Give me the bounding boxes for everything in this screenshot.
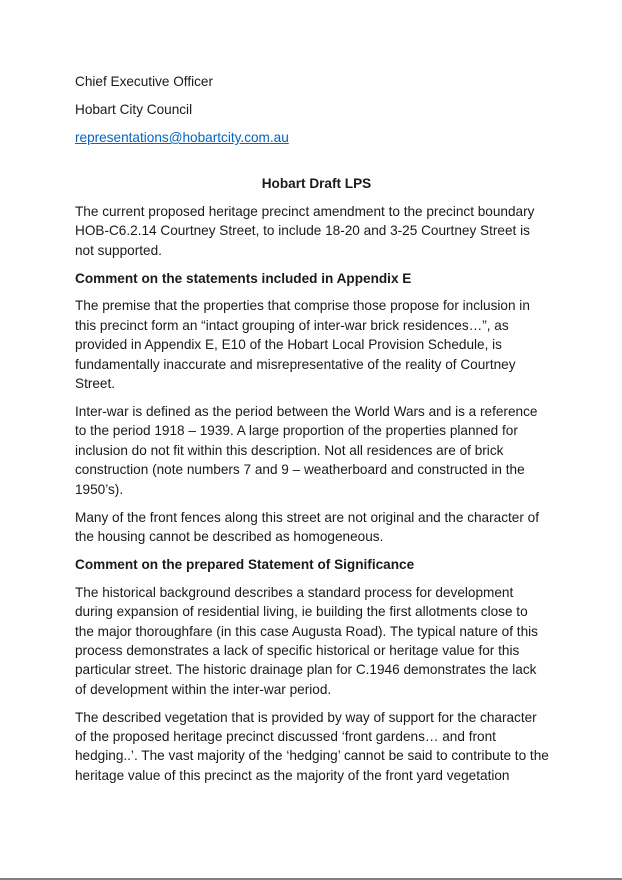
section-heading-statement-of-significance: Comment on the prepared Statement of Significance <box>75 556 415 572</box>
paragraph: Many of the front fences along this street are not original and the character of the housing cannot be described as homogeneous. <box>75 509 539 544</box>
section-heading-appendix-e: Comment on the statements included in Appendix E <box>75 270 412 286</box>
document-title: Hobart Draft LPS <box>261 176 372 192</box>
paragraph: Inter-war is defined as the period between the World Wars and is a reference to the period 1918 – 1939. A large proportion of the properties planned for inclusion do not fit within this description. Not all residences are of brick construction (note numbers 7 and 9 – weatherboard and constructed in the 1950’s). <box>75 403 538 497</box>
paragraph: The premise that the properties that comprise those propose for inclusion in this precinct form an “intact grouping of inter-war brick residences…”, as provided in Appendix E, E10 of the Hobart Local Provision Schedule, is fundamentally inaccurate and misrepresentative of the reality of Courtney Street. <box>75 298 530 392</box>
organisation-name: Hobart City Council <box>75 102 193 117</box>
paragraph: The described vegetation that is provided by way of support for the character of the proposed heritage precinct discussed ‘front gardens… and front hedging..’. The vast majority of the ‘hedging’ cannot be said to contribute to the heritage value of this precinct as the majority of the front yard vegetation <box>75 709 549 783</box>
document-page <box>75 72 550 794</box>
intro-paragraph: The current proposed heritage precinct amendment to the precinct boundary HOB-C6.2.14 Courtney Street, to include 18-20 and 3-25 Courtney Street is not supported. <box>75 203 535 258</box>
email-link[interactable]: representations@hobartcity.com.au <box>75 130 289 145</box>
paragraph: The historical background describes a standard process for development during expansion of residential living, ie building the first allotments close to the major thoroughfare (in this case Augusta Road). The typical nature of this process demonstrates a lack of specific historical or heritage value for this particular street. The historic drainage plan for C.1946 demonstrates the lack of development within the inter-war period. <box>75 584 538 697</box>
recipient-title: Chief Executive Officer <box>75 74 214 89</box>
